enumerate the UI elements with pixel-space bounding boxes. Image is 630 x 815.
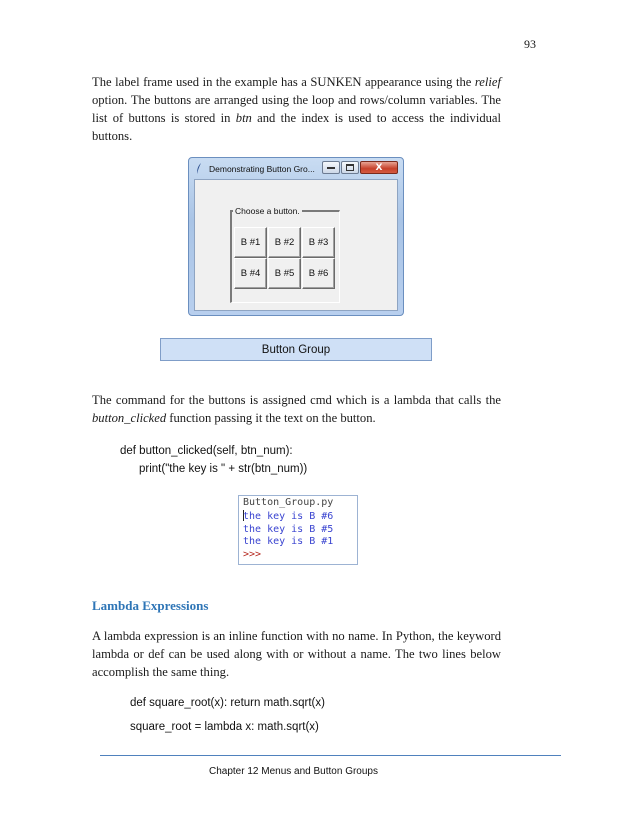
page-number: 93 xyxy=(524,37,536,51)
minimize-button[interactable] xyxy=(322,161,340,174)
group-button-2[interactable]: B #2 xyxy=(268,227,301,258)
python-shell-output xyxy=(238,495,358,565)
lambda-text: A lambda expression is an inline function with no name. In Python, the keyword xyxy=(92,629,501,643)
footer-chapter-title: Chapter 12 Menus and Button Groups xyxy=(209,766,378,777)
intro-text: buttons. xyxy=(92,129,133,143)
minimize-icon xyxy=(327,166,335,169)
close-button[interactable] xyxy=(360,161,398,174)
command-text: function passing it the text on the button. xyxy=(166,411,376,425)
intro-text: option. The buttons are arranged using the loop and rows/column variables. The xyxy=(92,93,501,107)
command-emphasis-function: button_clicked xyxy=(92,411,167,425)
window-client-area xyxy=(194,179,398,311)
code-line-def: def button_clicked(self, btn_num): xyxy=(120,445,293,457)
shell-output-line: the key is B #6 xyxy=(243,510,334,522)
lambda-text: lambda or def can be used along with or without a name. The two lines below xyxy=(92,647,501,661)
code-line-lambda-sqrt: square_root = lambda x: math.sqrt(x) xyxy=(130,721,319,733)
tk-feather-icon xyxy=(196,163,202,174)
figure-caption: Button Group xyxy=(160,338,432,361)
window-title: Demonstrating Button Gro... xyxy=(209,164,315,174)
intro-emphasis-btn: btn xyxy=(235,111,252,125)
group-button-3[interactable]: B #3 xyxy=(302,227,335,258)
command-paragraph xyxy=(92,391,501,427)
intro-text: The label frame used in the example has a SUNKEN appearance using the xyxy=(92,75,475,89)
group-button-1[interactable]: B #1 xyxy=(234,227,267,258)
footer-rule xyxy=(100,755,561,756)
group-button-5[interactable]: B #5 xyxy=(268,258,301,289)
intro-paragraph xyxy=(92,73,501,145)
intro-emphasis-relief: relief xyxy=(474,75,501,89)
intro-text: list of buttons is stored in xyxy=(92,111,236,125)
lambda-text: accomplish the same thing. xyxy=(92,665,230,679)
shell-output-line: the key is B #5 xyxy=(243,523,334,535)
shell-prompt: >>> xyxy=(243,549,262,561)
button-group-window-screenshot xyxy=(188,157,404,316)
section-heading: Lambda Expressions xyxy=(92,598,209,613)
code-line-print: print("the key is " + str(btn_num)) xyxy=(139,463,308,475)
shell-title: Button_Group.py xyxy=(243,497,334,508)
label-frame-title: Choose a button. xyxy=(235,206,300,216)
maximize-button[interactable] xyxy=(341,161,359,174)
intro-text: and the index is used to access the individual xyxy=(251,111,502,125)
code-line-def-sqrt: def square_root(x): return math.sqrt(x) xyxy=(130,697,325,709)
shell-output-line: the key is B #1 xyxy=(243,536,334,548)
close-icon: X xyxy=(375,162,383,173)
group-button-4[interactable]: B #4 xyxy=(234,258,267,289)
group-button-6[interactable]: B #6 xyxy=(302,258,335,289)
command-text: The command for the buttons is assigned cmd which is a lambda that calls the xyxy=(92,393,501,407)
lambda-paragraph xyxy=(92,627,501,681)
maximize-icon xyxy=(346,164,354,171)
